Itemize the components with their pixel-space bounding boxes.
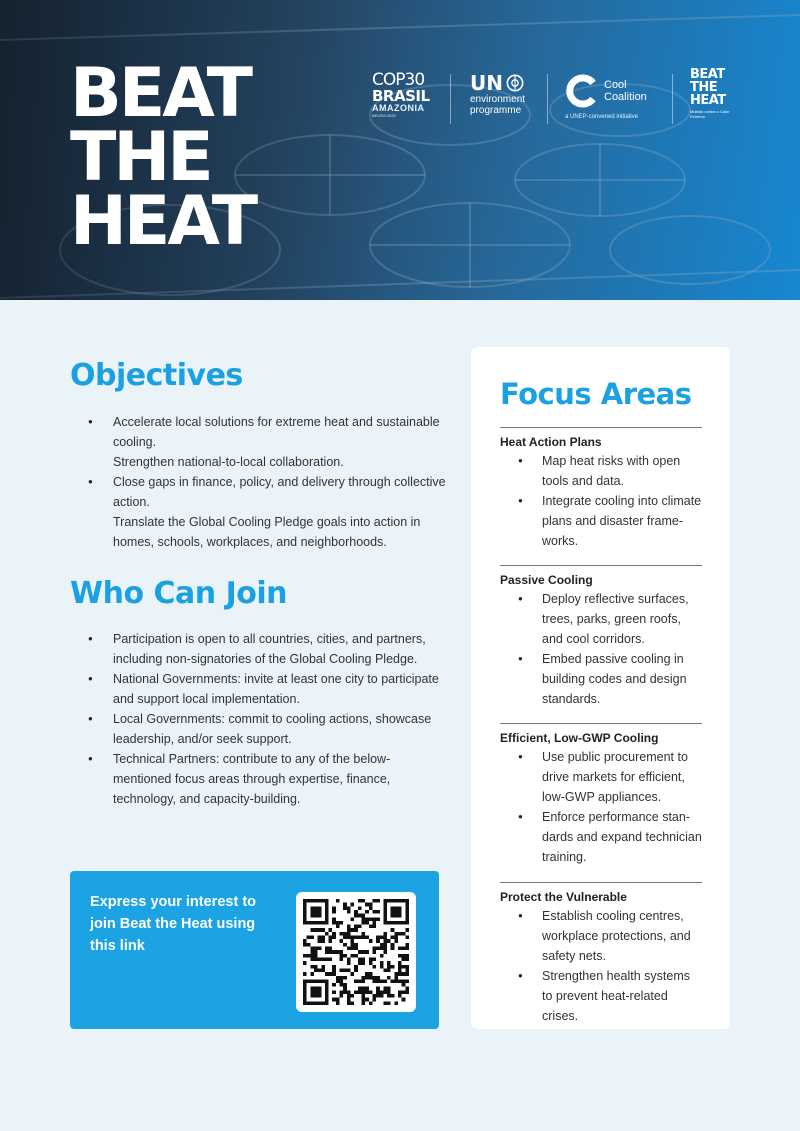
- beat-the-heat-logo: [690, 68, 740, 119]
- focus-areas-title: Focus Areas: [500, 377, 692, 411]
- section-heading: Heat Action Plans: [500, 435, 602, 449]
- cop30-logo: [372, 72, 434, 118]
- section-heading: Protect the Vulnerable: [500, 890, 627, 904]
- section-divider: [500, 882, 702, 883]
- beat-the-heat-logo-subtitle: Mutirão contra o Calor Extremo: [690, 109, 730, 119]
- list-item: ● Deploy reflective surfaces, trees, parks, green roofs, and cool corridors.: [500, 589, 702, 649]
- list-item: ● Participation is open to all countries, cities, and partners, including non-signatories of the Global Cooling Pledge.: [88, 629, 448, 669]
- unep-logo-line: UN: [470, 71, 503, 95]
- unep-logo-line: environment: [470, 94, 526, 105]
- hero-title-line: THE: [70, 118, 211, 197]
- who-can-join-list: [88, 629, 448, 809]
- hero-banner: [0, 0, 800, 300]
- focus-section-heat-action-plans: [500, 427, 702, 551]
- qr-code-icon: [303, 899, 409, 1005]
- unep-logo-line: programme: [470, 105, 522, 116]
- logo-divider: [547, 74, 548, 124]
- qr-code[interactable]: [296, 892, 416, 1012]
- focus-areas-panel: [471, 347, 730, 1029]
- beat-the-heat-logo-line: HEAT: [690, 93, 726, 108]
- list-item: ● Local Governments: commit to cooling actions, showcase leadership, and/or seek support.: [88, 709, 448, 749]
- list-item: ● Integrate cooling into climate plans and disaster frame-works.: [500, 491, 702, 551]
- list-item: ● Map heat risks with open tools and data.: [500, 451, 702, 491]
- section-divider: [500, 427, 702, 428]
- cta-text: Express your interest to join Beat the Heat using this link: [90, 894, 256, 954]
- hero-title-line: BEAT: [70, 54, 251, 133]
- who-can-join-title: Who Can Join: [70, 576, 287, 611]
- cool-coalition-line: Cool: [604, 79, 627, 91]
- list-item: ● Technical Partners: contribute to any of the below-mentioned focus areas through expertise, finance, technology, and capacity-building.: [88, 749, 448, 809]
- section-list: [500, 589, 702, 709]
- cool-coalition-line: Coalition: [604, 91, 647, 103]
- unep-logo: [470, 72, 540, 116]
- list-item: ● Accelerate local solutions for extreme heat and sustainable cooling.: [88, 412, 448, 452]
- focus-section-passive-cooling: [500, 565, 702, 709]
- focus-section-protect-vulnerable: [500, 882, 702, 1026]
- section-list: [500, 747, 702, 867]
- hero-title-line: HEAT: [70, 182, 256, 261]
- section-list: [500, 906, 702, 1026]
- beat-the-heat-logo-line: BEAT: [690, 67, 725, 82]
- objectives-title: Objectives: [70, 358, 243, 393]
- objectives-list: [88, 412, 448, 552]
- list-item: ● Strengthen health systems to prevent heat-related crises.: [500, 966, 702, 1026]
- section-divider: [500, 565, 702, 566]
- focus-section-efficient-cooling: [500, 723, 702, 867]
- section-heading: Passive Cooling: [500, 573, 593, 587]
- list-item: ● Embed passive cooling in building codes and design standards.: [500, 649, 702, 709]
- logo-divider: [450, 74, 451, 124]
- section-list: [500, 451, 702, 551]
- hero-title: [70, 54, 256, 261]
- cop30-logo-line: BELÉM 2025: [372, 113, 396, 118]
- section-heading: Efficient, Low-GWP Cooling: [500, 731, 659, 745]
- beat-the-heat-logo-line: THE: [690, 80, 718, 95]
- list-item: ● Establish cooling centres, workplace protections, and safety nets.: [500, 906, 702, 966]
- logo-divider: [672, 74, 673, 124]
- section-divider: [500, 723, 702, 724]
- cop30-logo-line: BRASIL: [372, 87, 430, 105]
- list-item: Translate the Global Cooling Pledge goals into action in homes, schools, workplaces, and neighborhoods.: [113, 515, 421, 549]
- list-item: ● Enforce performance stan-dards and expand technician training.: [500, 807, 702, 867]
- list-item: ● Close gaps in finance, policy, and delivery through collective action.: [88, 472, 448, 512]
- cool-coalition-icon: [565, 74, 599, 108]
- interest-cta-box: [70, 871, 439, 1029]
- list-item: ● Use public procurement to drive markets for efficient, low-GWP appliances.: [500, 747, 702, 807]
- cool-coalition-logo: [565, 74, 680, 121]
- list-item: ● National Governments: invite at least one city to participate and support local implementation.: [88, 669, 448, 709]
- cop30-logo-line: COP30: [372, 70, 425, 90]
- un-emblem-icon: [506, 74, 524, 92]
- list-item: Strengthen national-to-local collaboration.: [113, 455, 344, 469]
- cool-coalition-tagline: a UNEP-convened initiative: [565, 114, 639, 120]
- cop30-logo-line: AMAZONIA: [372, 103, 425, 113]
